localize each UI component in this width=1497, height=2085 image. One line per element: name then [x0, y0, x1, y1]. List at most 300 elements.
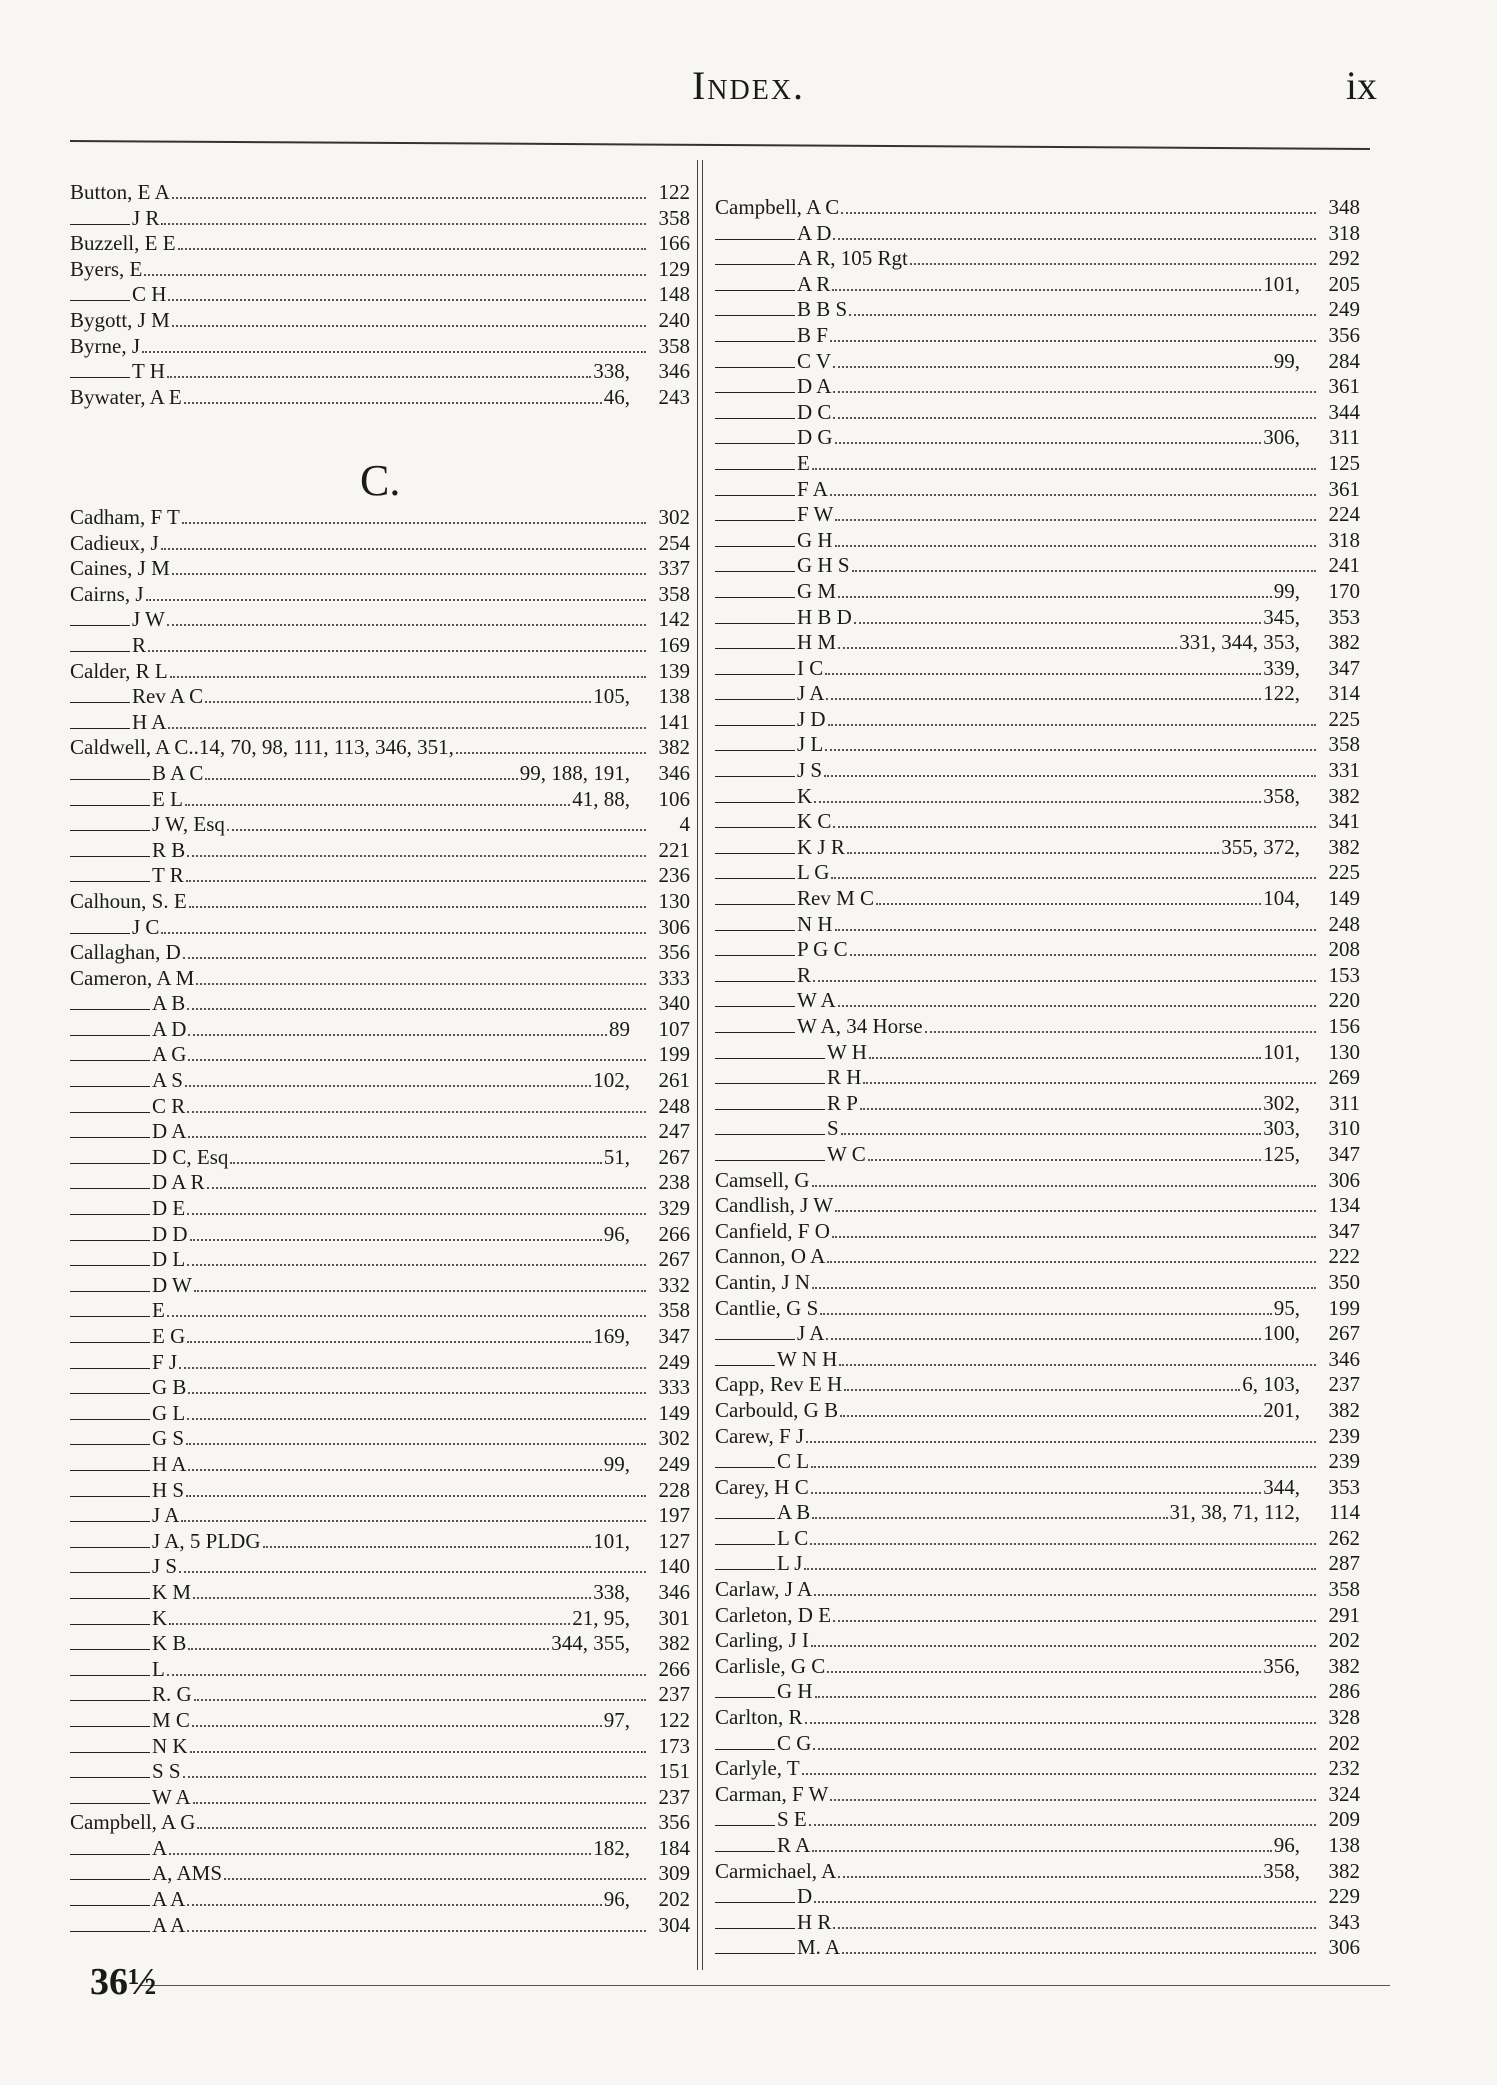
left-column-c: [70, 505, 690, 1938]
section-letter: C.: [360, 456, 401, 505]
ditto-dash: [715, 252, 795, 265]
entry-page: 239: [1328, 1423, 1360, 1448]
ditto-dash: [715, 303, 795, 316]
ditto-dash: [70, 793, 150, 806]
index-entry: [70, 1887, 690, 1913]
ditto-dash: [715, 713, 795, 726]
entry-name: Carey, H C: [715, 1474, 809, 1499]
index-entry: [715, 1731, 1360, 1757]
index-entry: [715, 1475, 1360, 1501]
dot-leader: [825, 741, 1316, 751]
dot-leader: [813, 1740, 1316, 1750]
dot-leader: [187, 1922, 646, 1932]
entry-name: Buzzell, E E: [70, 231, 176, 256]
index-entry: [715, 912, 1360, 938]
entry-page: 382: [1328, 1858, 1360, 1883]
ditto-dash: [715, 1122, 825, 1135]
entry-name: G M: [797, 578, 837, 603]
dot-leader: [197, 1819, 646, 1829]
ditto-dash: [70, 1023, 150, 1036]
entry-page: 237: [658, 1682, 690, 1707]
entry-name: S: [827, 1116, 839, 1141]
ditto-dash: [715, 969, 795, 982]
index-entry: [70, 966, 690, 992]
index-entry: [715, 1116, 1360, 1142]
entry-name: D E: [152, 1196, 186, 1221]
entry-name: T R: [152, 863, 184, 888]
entry-page: 208: [1328, 937, 1360, 962]
dot-leader: [833, 383, 1316, 393]
dot-leader: [146, 591, 647, 601]
index-entry: [70, 1068, 690, 1094]
entry-extra-pages: 96,: [1273, 1833, 1300, 1857]
index-entry: [715, 630, 1360, 656]
dot-leader: [860, 1100, 1261, 1110]
entry-name: J A: [797, 1321, 825, 1346]
index-entry: [715, 1193, 1360, 1219]
index-entry: [70, 1861, 690, 1887]
index-entry: [715, 1424, 1360, 1450]
entry-extra-pages: 51,: [603, 1144, 630, 1169]
dot-leader: [161, 215, 646, 225]
dot-leader: [230, 1154, 601, 1164]
entry-extra-pages: 102,: [593, 1068, 630, 1093]
dot-leader: [830, 1791, 1316, 1801]
entry-name: B A C: [152, 760, 204, 785]
dot-leader: [196, 975, 646, 985]
entry-page: 306: [658, 914, 690, 939]
entry-name: A S: [152, 1068, 183, 1093]
entry-name: Carbould, G B: [715, 1397, 839, 1422]
entry-name: A, AMS: [152, 1861, 223, 1886]
entry-page: 382: [1328, 834, 1360, 859]
entry-name: Calder, R L: [70, 658, 168, 683]
index-entry: [70, 1580, 690, 1606]
entry-name: J W, Esq: [152, 812, 225, 837]
index-entry: [70, 1759, 690, 1785]
entry-extra-pages: 31, 38, 71, 112,: [1169, 1500, 1300, 1525]
dot-leader: [193, 1589, 591, 1599]
dot-leader: [811, 1458, 1316, 1468]
entry-name: A A: [152, 1912, 186, 1937]
dot-leader: [184, 394, 602, 404]
index-entry: [715, 988, 1360, 1014]
entry-name: C G: [777, 1730, 812, 1755]
entry-page: 169: [658, 632, 690, 657]
dot-leader: [194, 1282, 646, 1292]
ditto-dash: [70, 1407, 150, 1420]
dot-leader: [806, 1433, 1316, 1443]
page-number: ix: [1345, 63, 1377, 108]
dot-leader: [205, 770, 517, 780]
entry-page: 122: [658, 1707, 690, 1732]
page-title: Index.: [691, 63, 806, 108]
entry-page: 139: [658, 658, 690, 683]
entry-page: 346: [658, 359, 690, 384]
ditto-dash: [715, 1046, 825, 1059]
entry-name: J A: [152, 1503, 180, 1528]
dot-leader: [224, 1870, 646, 1880]
entry-extra-pages: 338,: [593, 1579, 630, 1604]
ditto-dash: [715, 1353, 775, 1366]
entry-page: 309: [658, 1861, 690, 1886]
ditto-dash: [70, 1381, 150, 1394]
entry-page: 130: [658, 888, 690, 913]
index-entry: [715, 835, 1360, 861]
entry-page: 346: [1328, 1346, 1360, 1371]
dot-leader: [188, 1461, 601, 1471]
entry-name: T H: [132, 359, 165, 384]
entry-name: K B: [152, 1631, 187, 1656]
entry-name: A B: [777, 1500, 811, 1525]
dot-leader: [810, 1535, 1316, 1545]
entry-page: 205: [1328, 271, 1360, 296]
index-entry: [715, 1244, 1360, 1270]
entry-page: 141: [658, 709, 690, 734]
ditto-dash: [70, 716, 130, 729]
index-entry: [70, 1094, 690, 1120]
index-entry: [715, 221, 1360, 247]
entry-page: 269: [1328, 1065, 1360, 1090]
dot-leader: [207, 1179, 646, 1189]
dot-leader: [814, 1893, 1316, 1903]
index-entry: [715, 1603, 1360, 1629]
entry-page: 347: [1328, 655, 1360, 680]
dot-leader: [842, 1944, 1316, 1954]
index-entry: [70, 308, 690, 334]
dot-leader: [802, 1765, 1316, 1775]
entry-name: J D: [797, 706, 826, 731]
entry-name: J L: [797, 732, 824, 757]
entry-extra-pages: 95,: [1273, 1295, 1300, 1320]
dot-leader: [831, 869, 1316, 879]
entry-page: 347: [658, 1324, 690, 1348]
dot-leader: [227, 821, 646, 831]
dot-leader: [833, 1919, 1316, 1929]
dot-leader: [170, 668, 646, 678]
entry-name: K: [152, 1605, 168, 1630]
entry-name: R H: [827, 1065, 862, 1090]
entry-page: 106: [658, 786, 690, 811]
bottom-rule: [140, 1985, 1390, 1986]
entry-page: 243: [658, 384, 690, 409]
entry-name: A D: [797, 220, 832, 245]
index-entry: [70, 1017, 690, 1043]
ditto-dash: [70, 1304, 150, 1317]
entry-extra-pages: 46,: [603, 384, 630, 409]
ditto-dash: [715, 457, 795, 470]
dot-leader: [172, 565, 646, 575]
entry-extra-pages: 122,: [1263, 681, 1300, 706]
index-entry: [70, 1913, 690, 1939]
index-entry: [715, 579, 1360, 605]
ditto-dash: [70, 613, 130, 626]
dot-leader: [868, 1151, 1262, 1161]
index-entry: [715, 1782, 1360, 1808]
entry-name: D W: [152, 1272, 192, 1297]
entry-name: H R: [797, 1909, 832, 1934]
entry-name: Carman, F W: [715, 1781, 829, 1806]
entry-page: 287: [1328, 1551, 1360, 1576]
entry-extra-pages: 21, 95,: [572, 1605, 630, 1630]
entry-page: 356: [658, 1810, 690, 1835]
entry-extra-pages: 302,: [1263, 1090, 1300, 1115]
index-entry: [715, 195, 1360, 221]
entry-name: F A: [797, 476, 828, 501]
entry-name: Carew, F J: [715, 1423, 805, 1448]
ditto-dash: [715, 1071, 825, 1084]
entry-name: Cameron, A M: [70, 965, 195, 990]
dot-leader: [178, 240, 646, 250]
entry-page: 358: [1328, 1577, 1360, 1602]
entry-name: Byrne, J: [70, 333, 140, 358]
entry-name: J R: [132, 205, 160, 230]
entry-name: W A: [797, 988, 836, 1013]
index-entry: [715, 1935, 1360, 1961]
entry-name: J S: [152, 1554, 178, 1579]
ditto-dash: [70, 1074, 150, 1087]
index-entry: [70, 607, 690, 633]
entry-page: 382: [1328, 1397, 1360, 1422]
entry-page: 332: [658, 1272, 690, 1297]
entry-page: 114: [1329, 1500, 1360, 1525]
index-entry: [715, 323, 1360, 349]
entry-name: J A, 5 PLDG: [152, 1528, 261, 1553]
entry-name: B B S: [797, 297, 848, 322]
entry-name: R B: [152, 837, 186, 862]
index-entry: [715, 400, 1360, 426]
entry-extra-pages: 101,: [593, 1528, 630, 1553]
entry-name: E L: [152, 786, 183, 811]
ditto-dash: [715, 1557, 775, 1570]
entry-page: 291: [1328, 1602, 1360, 1627]
entry-extra-pages: 41, 88,: [572, 786, 630, 811]
index-entry: [70, 1196, 690, 1222]
entry-name: Camsell, G: [715, 1167, 810, 1192]
index-entry: [715, 1398, 1360, 1424]
index-entry: [715, 1091, 1360, 1117]
entry-page: 306: [1328, 1935, 1360, 1960]
dot-leader: [838, 1868, 1261, 1878]
dot-leader: [825, 665, 1261, 675]
entry-name: Campbell, A C: [715, 195, 840, 219]
entry-page: 324: [1328, 1781, 1360, 1806]
entry-extra-pages: 99,: [1273, 348, 1300, 373]
index-entry: [715, 1628, 1360, 1654]
entry-page: 347: [1328, 1141, 1360, 1166]
index-entry: [70, 735, 690, 761]
dot-leader: [190, 1231, 602, 1241]
index-entry: [715, 1859, 1360, 1885]
entry-name: H S: [152, 1477, 185, 1502]
entry-page: 358: [658, 205, 690, 230]
ditto-dash: [70, 1586, 150, 1599]
ditto-dash: [715, 1685, 775, 1698]
entry-page: 184: [658, 1835, 690, 1860]
entry-name: Cairns, J: [70, 581, 144, 606]
entry-extra-pages: 338,: [593, 359, 630, 384]
dot-leader: [187, 1256, 646, 1266]
dot-leader: [824, 767, 1316, 777]
ditto-dash: [70, 690, 130, 703]
index-entry: [70, 231, 690, 257]
ditto-dash: [70, 1740, 150, 1753]
dot-leader: [812, 1509, 1167, 1519]
entry-page: 266: [658, 1656, 690, 1681]
ditto-dash: [70, 767, 150, 780]
ditto-dash: [70, 1919, 150, 1932]
ditto-dash: [715, 738, 795, 751]
ditto-dash: [70, 1356, 150, 1369]
entry-page: 318: [1328, 220, 1360, 245]
index-entry: [70, 1478, 690, 1504]
entry-page: 149: [1328, 886, 1360, 911]
entry-name: Button, E A: [70, 180, 170, 204]
dot-leader: [188, 1026, 607, 1036]
entry-name: Byers, E: [70, 256, 143, 281]
index-entry: [70, 787, 690, 813]
index-entry: [715, 1219, 1360, 1245]
entry-name: W A: [152, 1784, 191, 1809]
entry-page: 221: [658, 837, 690, 862]
dot-leader: [854, 614, 1261, 624]
entry-page: 302: [658, 505, 690, 529]
entry-extra-pages: 306,: [1263, 425, 1300, 450]
entry-name: D D: [152, 1221, 188, 1246]
entry-page: 356: [1328, 322, 1360, 347]
dot-leader: [172, 189, 646, 199]
entry-page: 239: [1328, 1449, 1360, 1474]
entry-name: W A, 34 Horse: [797, 1014, 923, 1038]
dot-leader: [187, 1896, 601, 1906]
entry-name: D C: [797, 399, 832, 424]
index-entry: [715, 758, 1360, 784]
entry-page: 156: [1328, 1014, 1360, 1038]
entry-name: E: [797, 450, 810, 475]
entry-extra-pages: 344, 355,: [551, 1631, 630, 1656]
index-entry: [715, 1526, 1360, 1552]
entry-page: 304: [658, 1912, 690, 1937]
entry-extra-pages: 344,: [1263, 1474, 1300, 1499]
index-entry: [715, 681, 1360, 707]
dot-leader: [167, 1666, 646, 1676]
entry-page: 237: [658, 1784, 690, 1809]
entry-name: J W: [132, 607, 165, 632]
entry-extra-pages: 96,: [603, 1887, 630, 1912]
entry-extra-pages: 101,: [1263, 271, 1300, 296]
index-entry: [70, 180, 690, 206]
index-entry: [715, 1910, 1360, 1936]
dot-leader: [167, 1307, 646, 1317]
entry-extra-pages: 99,: [603, 1451, 630, 1476]
index-entry: [70, 1222, 690, 1248]
index-entry: [715, 425, 1360, 451]
entry-extra-pages: 169,: [593, 1324, 630, 1348]
index-entry: [70, 1606, 690, 1632]
ditto-dash: [715, 534, 795, 547]
dot-leader: [863, 1074, 1316, 1084]
index-entry: [70, 1042, 690, 1068]
dot-leader: [182, 514, 646, 524]
dot-leader: [833, 230, 1316, 240]
dot-leader: [167, 616, 646, 626]
index-entry: [70, 633, 690, 659]
ditto-dash: [715, 687, 795, 700]
dot-leader: [876, 895, 1261, 905]
entry-page: 222: [1328, 1244, 1360, 1269]
entry-page: 140: [658, 1554, 690, 1579]
dot-leader: [830, 486, 1316, 496]
entry-page: 240: [658, 307, 690, 332]
dot-leader: [826, 1330, 1261, 1340]
entry-name: D A R: [152, 1170, 205, 1195]
entry-page: 267: [1328, 1321, 1360, 1346]
index-entry: [70, 556, 690, 582]
entry-name: Carmichael, A: [715, 1858, 837, 1883]
entry-name: R P: [827, 1090, 858, 1115]
dot-leader: [814, 793, 1261, 803]
index-entry: [70, 1273, 690, 1299]
ditto-dash: [70, 1688, 150, 1701]
entry-page: 237: [1328, 1372, 1360, 1397]
entry-page: 170: [1328, 578, 1360, 603]
entry-page: 225: [1328, 860, 1360, 885]
dot-leader: [814, 1586, 1316, 1596]
dot-leader: [187, 847, 646, 857]
entry-page: 249: [658, 1451, 690, 1476]
index-entry: [70, 385, 690, 411]
index-entry: [715, 1347, 1360, 1373]
dot-leader: [835, 537, 1316, 547]
entry-page: 262: [1328, 1525, 1360, 1550]
entry-page: 254: [658, 530, 690, 555]
top-rule: [70, 140, 1370, 150]
dot-leader: [835, 1202, 1316, 1212]
dot-leader: [172, 317, 646, 327]
entry-name: G B: [152, 1375, 187, 1400]
entry-name: H A: [152, 1451, 187, 1476]
ditto-dash: [715, 355, 795, 368]
entry-page: 236: [658, 863, 690, 888]
ditto-dash: [70, 1279, 150, 1292]
index-entry: [715, 1679, 1360, 1705]
ditto-dash: [70, 1125, 150, 1138]
entry-name: S E: [777, 1807, 807, 1832]
dot-leader: [181, 1512, 646, 1522]
ditto-dash: [715, 790, 795, 803]
entry-page: 267: [658, 1144, 690, 1169]
index-entry: [715, 553, 1360, 579]
ditto-dash: [715, 329, 795, 342]
dot-leader: [820, 1305, 1272, 1315]
dot-leader: [833, 409, 1316, 419]
entry-page: 311: [1329, 425, 1360, 450]
dot-leader: [847, 844, 1219, 854]
entry-name: Carlton, R: [715, 1705, 803, 1730]
entry-extra-pages: 99,: [1273, 578, 1300, 603]
index-entry: [715, 1321, 1360, 1347]
entry-page: 340: [658, 991, 690, 1016]
index-entry: [715, 886, 1360, 912]
dot-leader: [183, 949, 646, 959]
ditto-dash: [715, 815, 795, 828]
index-entry: [715, 937, 1360, 963]
entry-page: 346: [658, 760, 690, 785]
dot-leader: [144, 266, 646, 276]
index-entry: [715, 1142, 1360, 1168]
entry-name: G L: [152, 1400, 186, 1425]
index-entry: [715, 502, 1360, 528]
